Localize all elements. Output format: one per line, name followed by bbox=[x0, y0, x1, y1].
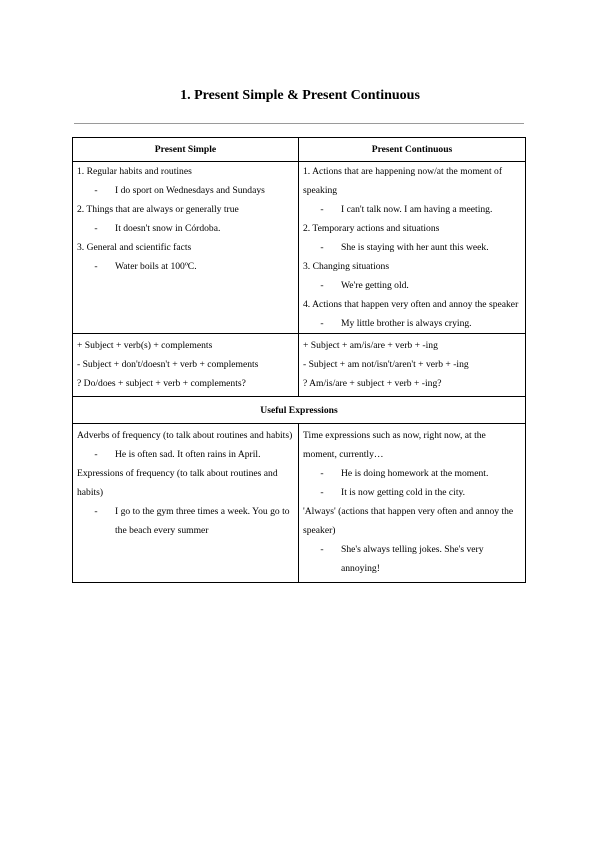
forms-row bbox=[73, 334, 526, 397]
present-simple-uses bbox=[73, 162, 299, 334]
continuous-rule-3: 3. Changing situations bbox=[303, 261, 390, 272]
bullet-dash: - bbox=[320, 487, 324, 498]
present-continuous-uses bbox=[299, 162, 526, 334]
useful-expressions-row bbox=[73, 424, 526, 583]
header-present-continuous: Present Continuous bbox=[299, 138, 526, 162]
continuous-example-2: - She is staying with her aunt this week. bbox=[303, 238, 521, 257]
simple-example-2: - It doesn't snow in Córdoba. bbox=[77, 219, 294, 238]
bullet-dash: - bbox=[320, 544, 324, 555]
continuous-example-1: - I can't talk now. I am having a meeting. bbox=[303, 200, 521, 219]
bullet-dash: - bbox=[320, 318, 324, 329]
bullet-dash: - bbox=[94, 185, 98, 196]
simple-form-negative: - Subject + don't/doesn't + verb + complements bbox=[77, 359, 259, 370]
continuous-rule-2: 2. Temporary actions and situations bbox=[303, 223, 440, 234]
simple-rule-1: 1. Regular habits and routines bbox=[77, 166, 192, 177]
bullet-dash: - bbox=[94, 261, 98, 272]
present-simple-forms bbox=[73, 334, 299, 397]
simple-rule-2: 2. Things that are always or generally true bbox=[77, 204, 239, 215]
frequency-expressions-example: - I go to the gym three times a week. You go to the beach every summer bbox=[77, 502, 294, 540]
continuous-form-affirmative: + Subject + am/is/are + verb + -ing bbox=[303, 340, 438, 351]
always-intro: 'Always' (actions that happen very often and annoy the speaker) bbox=[303, 506, 514, 536]
bullet-dash: - bbox=[320, 468, 324, 479]
continuous-example-4: - My little brother is always crying. bbox=[303, 314, 521, 333]
bullet-dash: - bbox=[94, 223, 98, 234]
bullet-dash: - bbox=[320, 280, 324, 291]
continuous-form-question: ? Am/is/are + subject + verb + -ing? bbox=[303, 378, 442, 389]
frequency-adverbs-intro: Adverbs of frequency (to talk about routines and habits) bbox=[77, 430, 293, 441]
simple-rule-3: 3. General and scientific facts bbox=[77, 242, 192, 253]
time-expressions-example-1: - He is doing homework at the moment. bbox=[303, 464, 521, 483]
useful-expressions-simple bbox=[73, 424, 299, 583]
bullet-dash: - bbox=[320, 204, 324, 215]
simple-example-1: - I do sport on Wednesdays and Sundays bbox=[77, 181, 294, 200]
frequency-expressions-intro: Expressions of frequency (to talk about routines and habits) bbox=[77, 468, 278, 498]
bullet-dash: - bbox=[320, 242, 324, 253]
page-title: 1. Present Simple & Present Continuous bbox=[180, 88, 420, 103]
simple-form-question: ? Do/does + subject + verb + complements? bbox=[77, 378, 246, 389]
bullet-dash: - bbox=[94, 506, 98, 517]
present-continuous-forms bbox=[299, 334, 526, 397]
simple-form-affirmative: + Subject + verb(s) + complements bbox=[77, 340, 213, 351]
continuous-rule-4: 4. Actions that happen very often and annoy the speaker bbox=[303, 299, 519, 310]
bullet-dash: - bbox=[94, 449, 98, 460]
useful-expressions-continuous bbox=[299, 424, 526, 583]
useful-expressions-title: Useful Expressions bbox=[73, 397, 526, 424]
continuous-rule-1: 1. Actions that are happening now/at the moment of speaking bbox=[303, 166, 503, 196]
always-example: - She's always telling jokes. She's very annoying! bbox=[303, 540, 521, 578]
header-present-simple: Present Simple bbox=[73, 138, 299, 162]
header-row bbox=[73, 138, 526, 162]
time-expressions-example-2: - It is now getting cold in the city. bbox=[303, 483, 521, 502]
simple-example-3: - Water boils at 100ºC. bbox=[77, 257, 294, 276]
continuous-form-negative: - Subject + am not/isn't/aren't + verb + -ing bbox=[303, 359, 469, 370]
time-expressions-intro: Time expressions such as now, right now, at the moment, currently… bbox=[303, 430, 486, 460]
continuous-example-3: - We're getting old. bbox=[303, 276, 521, 295]
useful-expressions-header-row bbox=[73, 397, 526, 424]
uses-row bbox=[73, 162, 526, 334]
divider-rule bbox=[74, 123, 524, 124]
grammar-table bbox=[72, 137, 526, 583]
frequency-adverbs-example: - He is often sad. It often rains in April. bbox=[77, 445, 294, 464]
